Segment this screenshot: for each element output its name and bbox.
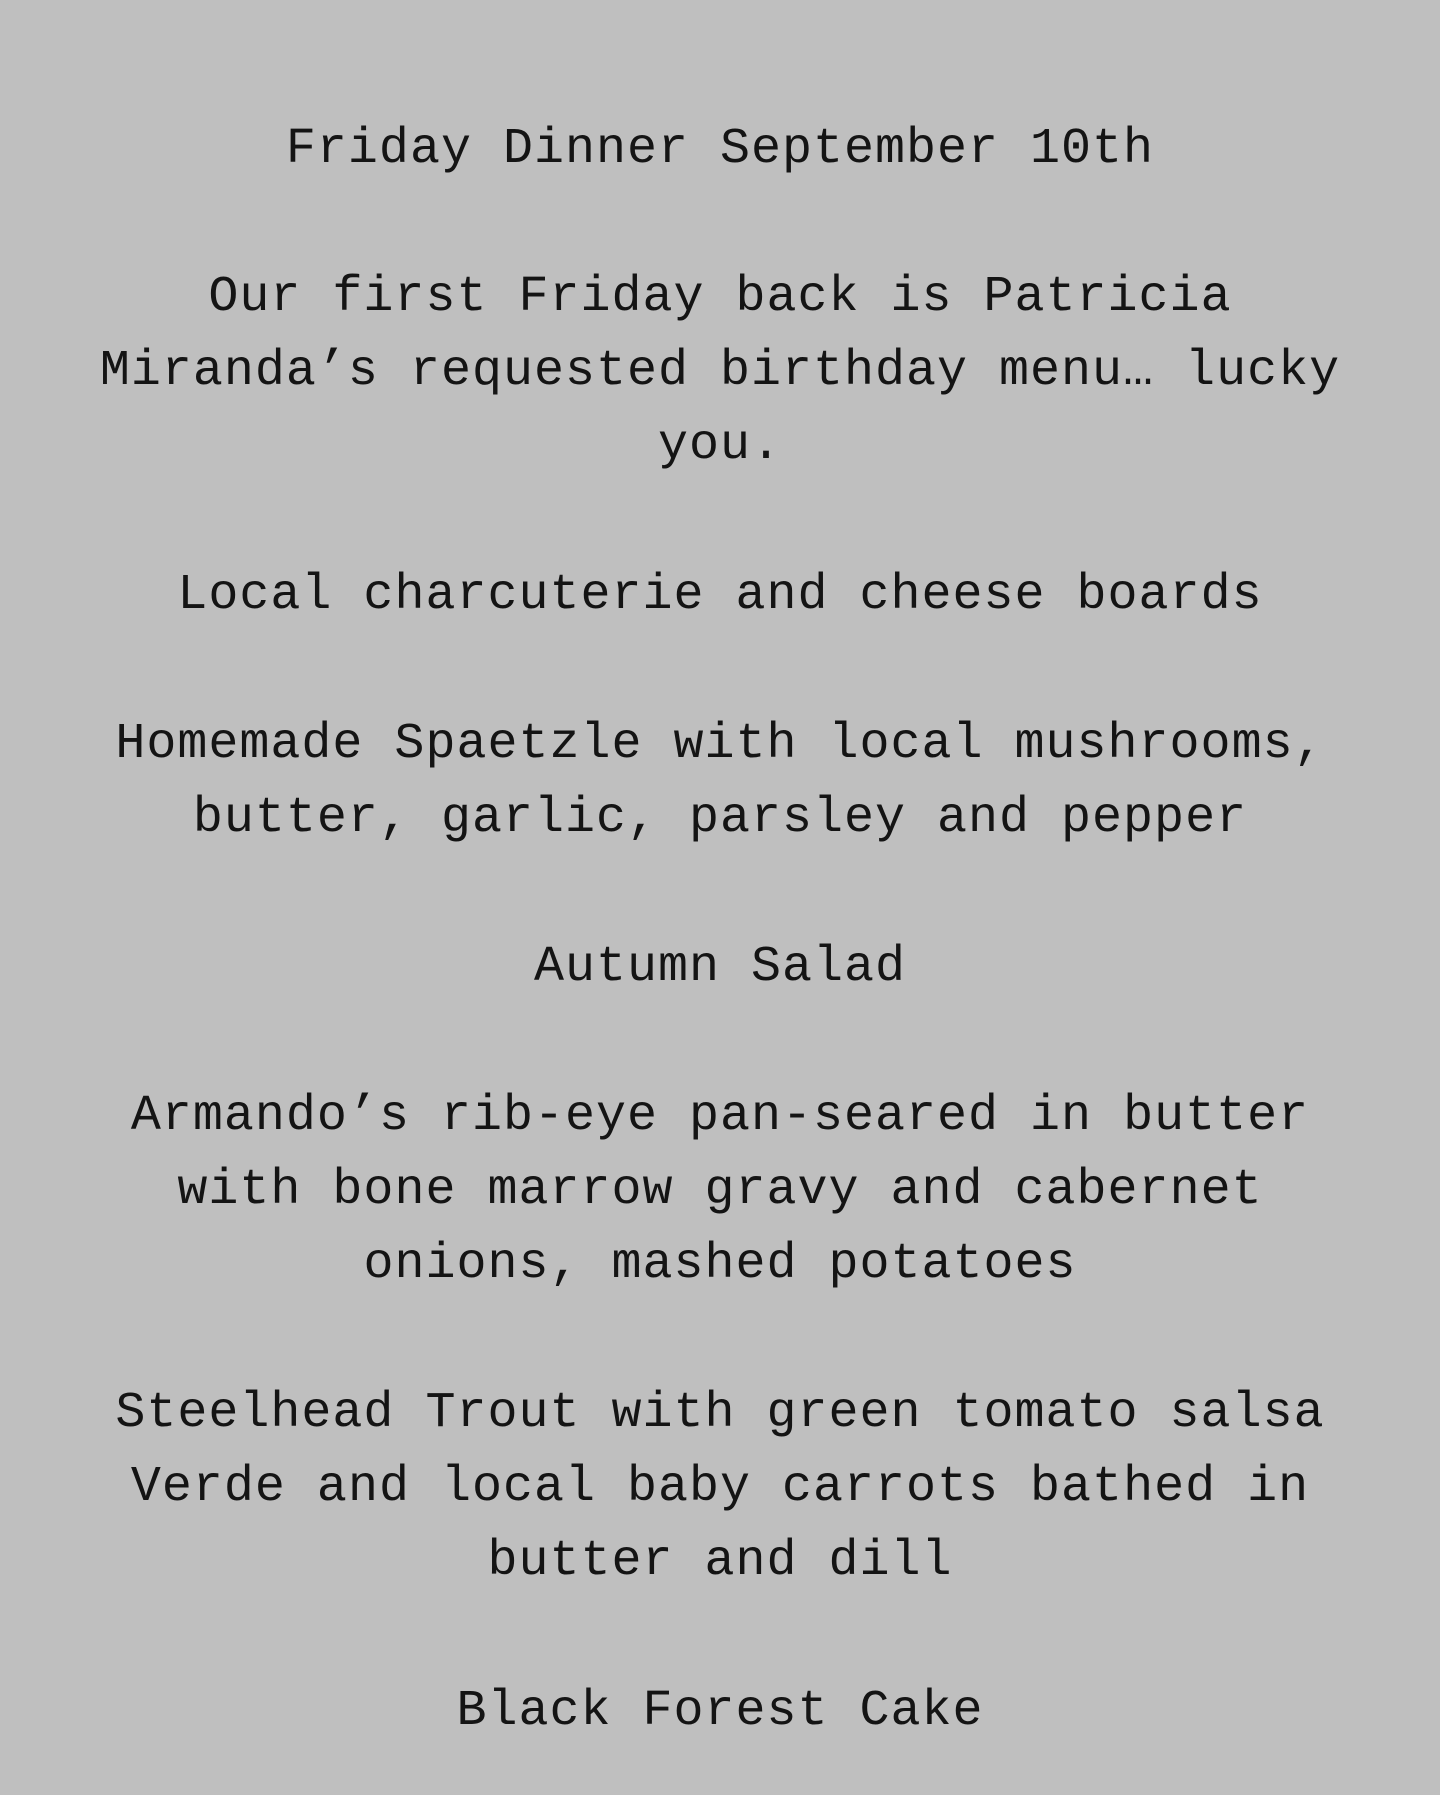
- course-line: with bone marrow gravy and cabernet: [177, 1162, 1263, 1219]
- course-line: Verde and local baby carrots bathed in: [130, 1459, 1310, 1516]
- course-salad: [0, 931, 1440, 1005]
- course-spaetzle: [0, 708, 1440, 856]
- course-ribeye: [0, 1080, 1440, 1302]
- menu-title: [0, 113, 1440, 187]
- course-line: Steelhead Trout with green tomato salsa: [115, 1385, 1325, 1442]
- course-line: Homemade Spaetzle with local mushrooms,: [115, 716, 1325, 773]
- course-dessert: [0, 1675, 1440, 1749]
- course-trout: [0, 1377, 1440, 1599]
- course-line: Autumn Salad: [533, 939, 907, 996]
- intro-line: Our first Friday back is Patricia: [208, 269, 1232, 326]
- menu-title-text: Friday Dinner September 10th: [285, 121, 1155, 178]
- course-line: butter and dill: [487, 1533, 953, 1590]
- menu-intro: [0, 261, 1440, 483]
- course-line: butter, garlic, parsley and pepper: [192, 790, 1248, 847]
- course-line: Black Forest Cake: [456, 1683, 984, 1740]
- course-line: Armando’s rib-eye pan-seared in butter: [130, 1088, 1310, 1145]
- course-line: onions, mashed potatoes: [363, 1236, 1077, 1293]
- course-charcuterie: [0, 559, 1440, 633]
- intro-line: Miranda’s requested birthday menu… lucky: [99, 343, 1341, 400]
- intro-line: you.: [657, 417, 783, 474]
- course-line: Local charcuterie and cheese boards: [177, 567, 1263, 624]
